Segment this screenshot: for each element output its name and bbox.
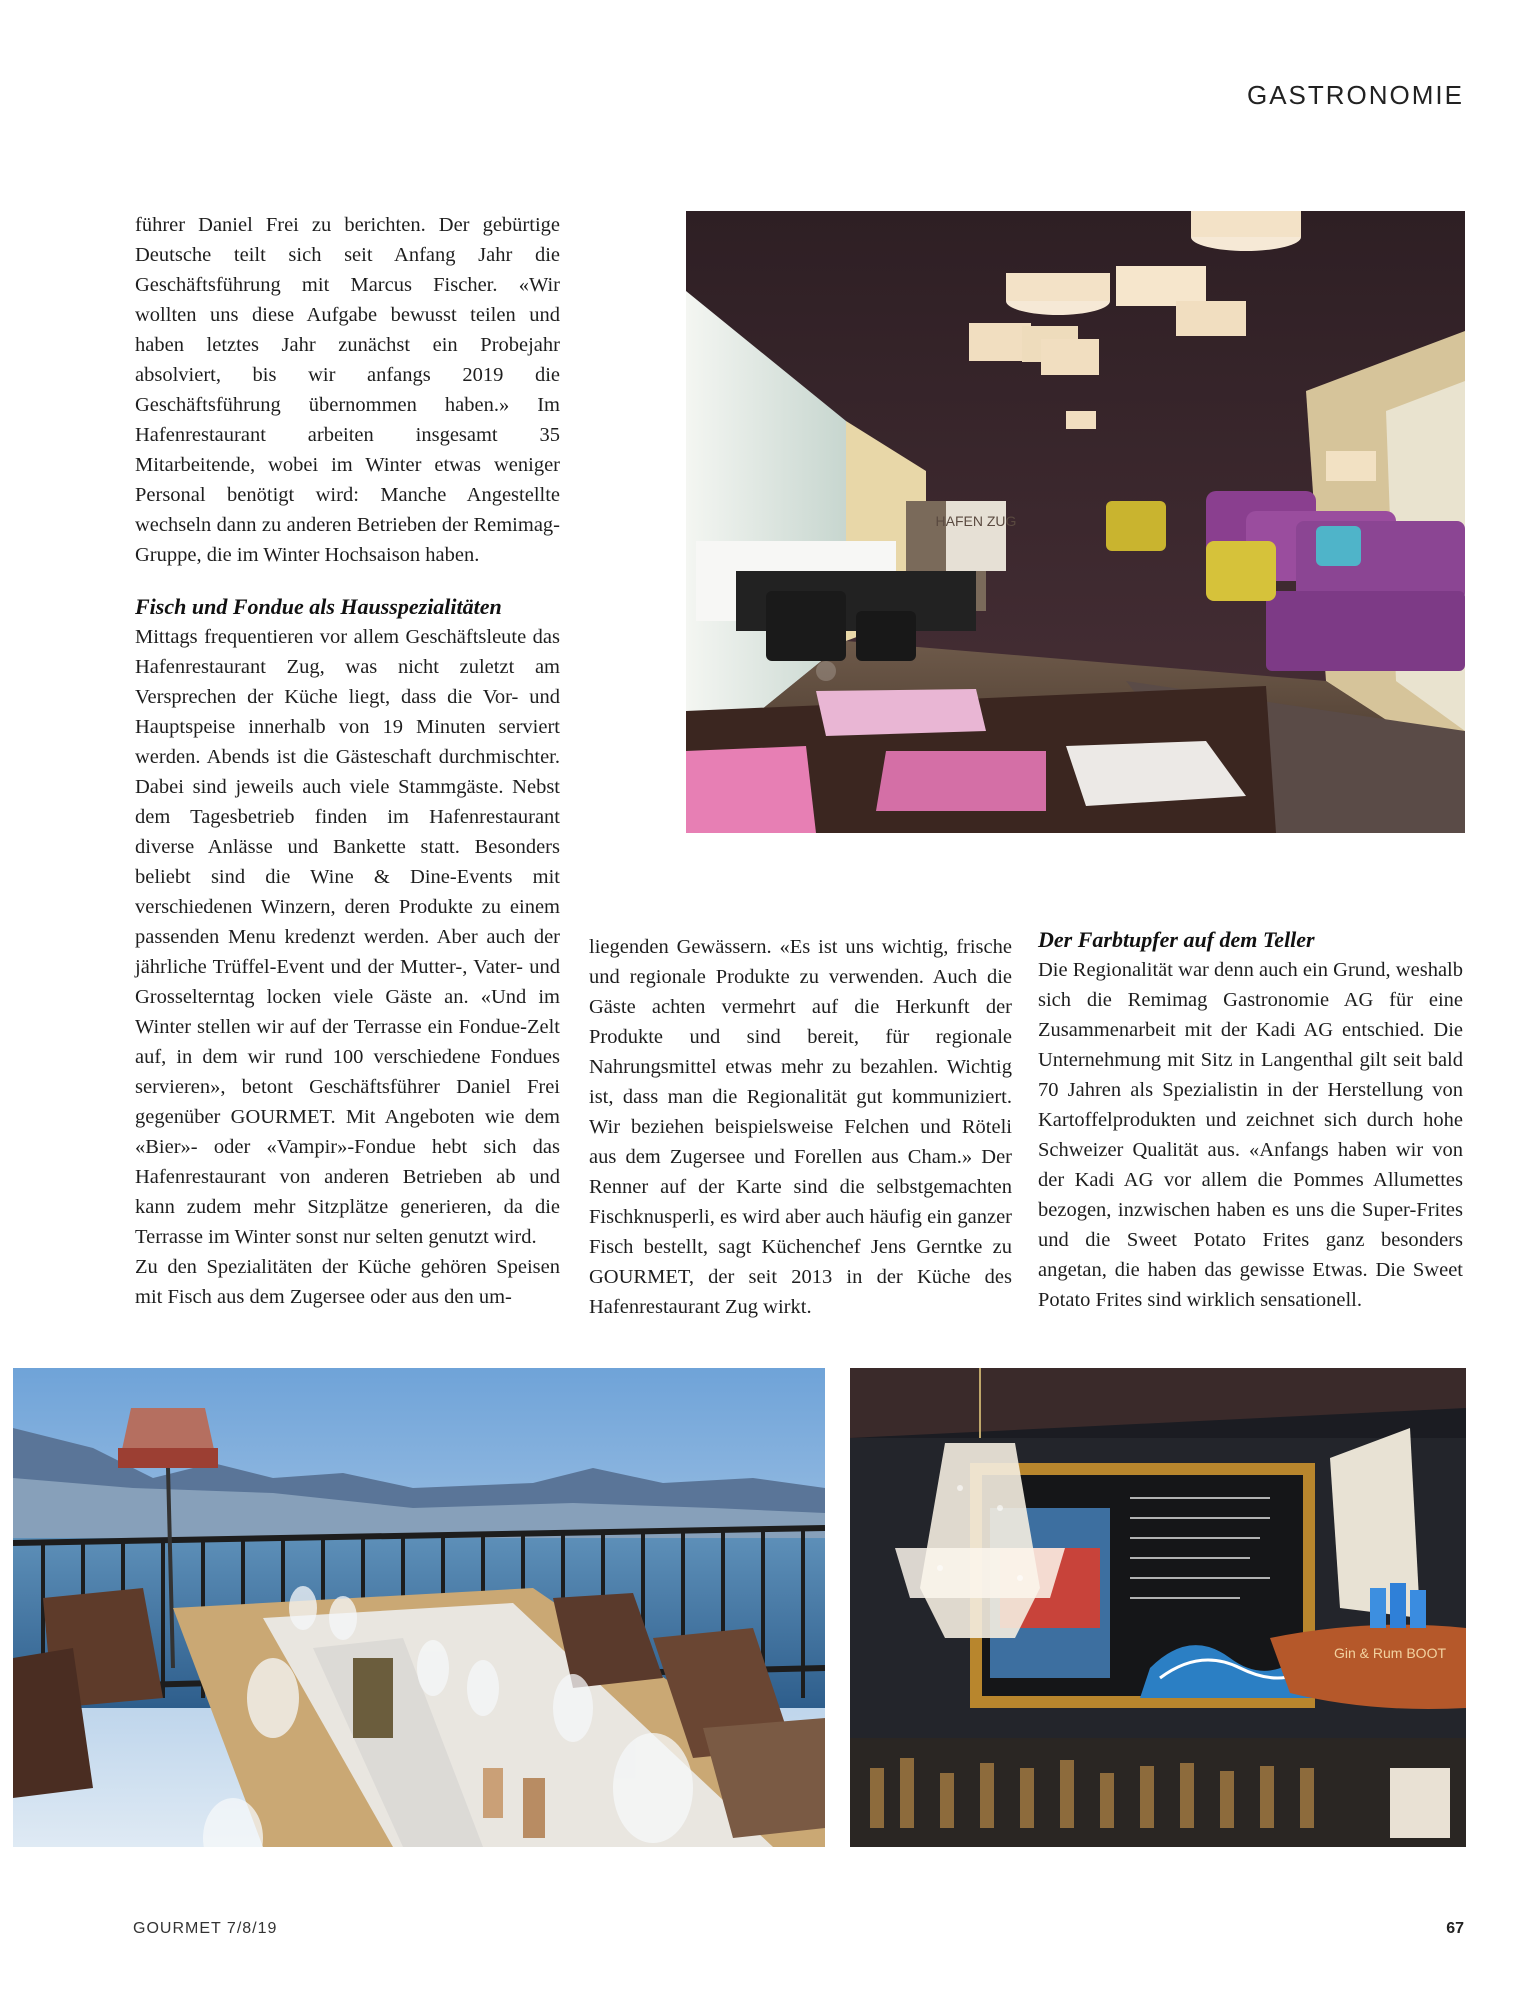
photo-restaurant-interior — [686, 211, 1465, 833]
paragraph: Die Regionalität war denn auch ein Grund, weshalb sich die Remimag Gastronomie AG für eine Zusammenarbeit mit der Kadi AG entschied. Die Unternehmung mit Sitz in Langenthal gilt seit bald 70 Jahren als Spezialistin in der Herstellung von Kartoffelprodukten und zeichnet sich durch hohe Schweizer Qualität aus. «Anfangs haben wir von der Kadi AG vor allem die Pommes Allumettes bezogen, inzwischen haben es uns die Super-Frites und die Sweet Potato Frites ganz besonders angetan, die haben das gewisse Etwas. Die Sweet Potato Frites sind wirklich sensationell. — [1038, 959, 1463, 1311]
footer-magazine-issue: GOURMET 7/8/19 — [133, 1920, 278, 1937]
paragraph: Mittags frequentieren vor allem Geschäftsleute das Hafenrestaurant Zug, was nicht zuletzt am Versprechen der Küche liegt, dass die Vor- und Hauptspeise innerhalb von 19 Minuten serviert werden. Abends ist die Gästeschaft durchmischter. Dabei sind jeweils auch viele Stammgäste. Nebst dem Tagesbetrieb finden im Hafenrestaurant diverse Anlässe und Bankette statt. Besonders beliebt sind die Wine & Dine-Events mit verschiedenen Winzern, deren Produkte zu einem passenden Menu kredenzt werden. Aber auch der jährliche Trüffel-Event und der Mutter-, Vater- und Grosselterntag locken viele Gäste an. «Und im Winter stellen wir auf der Terrasse ein Fondue-Zelt auf, in dem wir rund 100 verschiedene Fondues servieren», betont Geschäftsführer Daniel Frei gegenüber GOURMET. Mit Angeboten wie dem «Bier»- oder «Vampir»-Fondue hebt sich das Hafenrestaurant von anderen Betrieben ab und kann zudem mehr Sitzplätze generieren, da die Terrasse im Winter sonst nur selten genutzt wird. — [135, 626, 560, 1248]
photo-terrace-lake — [13, 1368, 825, 1847]
subheading-fisch-fondue: Fisch und Fondue als Hausspezialitäten — [135, 594, 502, 619]
svg-text:Gin & Rum BOOT: Gin & Rum BOOT — [1333, 1645, 1447, 1661]
paragraph: führer Daniel Frei zu berichten. Der gebürtige Deutsche teilt sich seit Anfang Jahr die Geschäftsführung mit Marcus Fischer. «Wir wollten uns diese Aufgabe bewusst teilen und haben letztes Jahr zunächst ein Probejahr absolviert, bis wir anfangs 2019 die Geschäftsführung übernommen haben.» Im Hafenrestaurant arbeiten insgesamt 35 Mitarbeitende, wobei im Winter etwas weniger Personal benötigt wird: Manche Angestellte wechseln dann zu anderen Betrieben der Remimag-Gruppe, die im Winter Hochsaison haben. — [135, 214, 560, 566]
paragraph: liegenden Gewässern. «Es ist uns wichtig, frische und regionale Produkte zu verwenden. Auch die Gäste achten vermehrt auf die Herkunft der Produkte und sind bereit, für regionale Nahrungsmittel etwas mehr zu bezahlen. Wichtig ist, dass man die Regionalität gut kommuniziert. Wir beziehen beispielsweise Felchen und Röteli aus dem Zugersee und Forellen aus Cham.» Der Renner auf der Karte sind die selbstgemachten Fischknusperli, es wird aber auch häufig ein ganzer Fisch bestellt, sagt Küchenchef Jens Gerntke zu GOURMET, der seit 2013 in der Küche des Hafenrestaurant Zug wirkt. — [589, 936, 1012, 1318]
svg-text:HAFEN ZUG: HAFEN ZUG — [935, 513, 1017, 529]
page-number: 67 — [1446, 1920, 1464, 1937]
article-column-2 — [589, 932, 1012, 1322]
paragraph: Zu den Spezialitäten der Küche gehören Speisen mit Fisch aus dem Zugersee oder aus den um- — [135, 1256, 560, 1308]
article-column-1 — [135, 210, 560, 1312]
photo-bar-chandelier — [850, 1368, 1466, 1847]
article-column-3 — [1038, 925, 1463, 1315]
section-label: GASTRONOMIE — [1246, 80, 1464, 110]
subheading-farbtupfer: Der Farbtupfer auf dem Teller — [1038, 927, 1315, 952]
